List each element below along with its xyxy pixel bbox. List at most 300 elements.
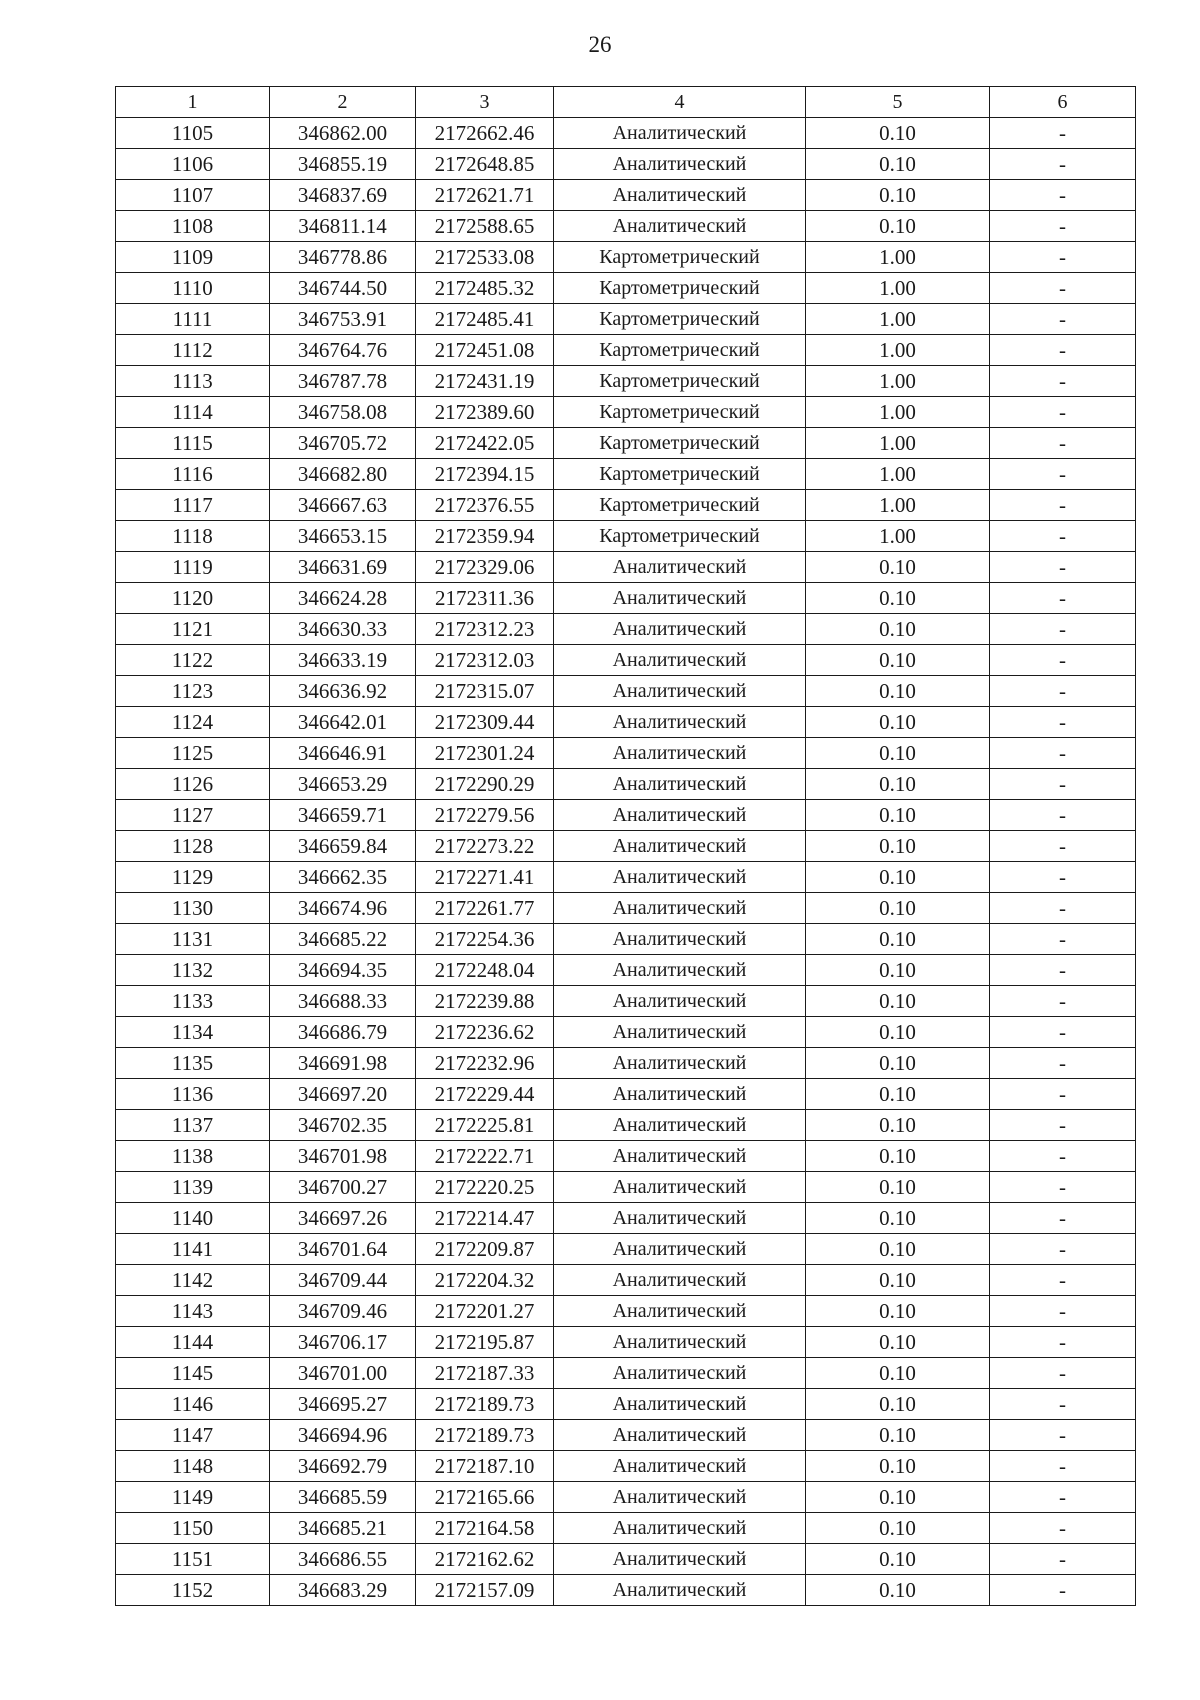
- y-coordinate-cell: 2172232.96: [416, 1048, 554, 1079]
- y-coordinate-cell: 2172329.06: [416, 552, 554, 583]
- note-cell: -: [990, 893, 1136, 924]
- accuracy-cell: 0.10: [806, 1048, 990, 1079]
- table-row: [116, 1172, 1136, 1203]
- y-coordinate-cell: 2172290.29: [416, 769, 554, 800]
- method-cell: Аналитический: [554, 180, 806, 211]
- header-col-3: 3: [416, 87, 554, 118]
- table-row: [116, 180, 1136, 211]
- point-number-cell: 1136: [116, 1079, 270, 1110]
- y-coordinate-cell: 2172187.33: [416, 1358, 554, 1389]
- y-coordinate-cell: 2172189.73: [416, 1389, 554, 1420]
- table-row: [116, 986, 1136, 1017]
- point-number-cell: 1135: [116, 1048, 270, 1079]
- y-coordinate-cell: 2172261.77: [416, 893, 554, 924]
- point-number-cell: 1116: [116, 459, 270, 490]
- accuracy-cell: 0.10: [806, 707, 990, 738]
- x-coordinate-cell: 346683.29: [270, 1575, 416, 1606]
- point-number-cell: 1140: [116, 1203, 270, 1234]
- note-cell: -: [990, 1172, 1136, 1203]
- point-number-cell: 1105: [116, 118, 270, 149]
- y-coordinate-cell: 2172315.07: [416, 676, 554, 707]
- method-cell: Аналитический: [554, 149, 806, 180]
- accuracy-cell: 0.10: [806, 1265, 990, 1296]
- x-coordinate-cell: 346692.79: [270, 1451, 416, 1482]
- note-cell: -: [990, 1265, 1136, 1296]
- accuracy-cell: 1.00: [806, 242, 990, 273]
- table-row: [116, 335, 1136, 366]
- method-cell: Аналитический: [554, 118, 806, 149]
- table-row: [116, 1234, 1136, 1265]
- y-coordinate-cell: 2172662.46: [416, 118, 554, 149]
- method-cell: Аналитический: [554, 211, 806, 242]
- y-coordinate-cell: 2172214.47: [416, 1203, 554, 1234]
- note-cell: -: [990, 304, 1136, 335]
- x-coordinate-cell: 346659.71: [270, 800, 416, 831]
- note-cell: -: [990, 800, 1136, 831]
- y-coordinate-cell: 2172157.09: [416, 1575, 554, 1606]
- method-cell: Аналитический: [554, 1017, 806, 1048]
- point-number-cell: 1145: [116, 1358, 270, 1389]
- note-cell: -: [990, 1017, 1136, 1048]
- x-coordinate-cell: 346837.69: [270, 180, 416, 211]
- accuracy-cell: 0.10: [806, 1296, 990, 1327]
- note-cell: -: [990, 1203, 1136, 1234]
- method-cell: Картометрический: [554, 428, 806, 459]
- y-coordinate-cell: 2172220.25: [416, 1172, 554, 1203]
- method-cell: Картометрический: [554, 366, 806, 397]
- table-row: [116, 428, 1136, 459]
- header-col-4: 4: [554, 87, 806, 118]
- accuracy-cell: 1.00: [806, 490, 990, 521]
- method-cell: Картометрический: [554, 242, 806, 273]
- method-cell: Картометрический: [554, 490, 806, 521]
- method-cell: Аналитический: [554, 552, 806, 583]
- accuracy-cell: 0.10: [806, 1234, 990, 1265]
- accuracy-cell: 0.10: [806, 893, 990, 924]
- method-cell: Аналитический: [554, 1296, 806, 1327]
- accuracy-cell: 0.10: [806, 831, 990, 862]
- accuracy-cell: 0.10: [806, 1544, 990, 1575]
- table-row: [116, 1296, 1136, 1327]
- method-cell: Аналитический: [554, 583, 806, 614]
- table-row: [116, 1420, 1136, 1451]
- x-coordinate-cell: 346694.35: [270, 955, 416, 986]
- accuracy-cell: 0.10: [806, 180, 990, 211]
- y-coordinate-cell: 2172312.03: [416, 645, 554, 676]
- accuracy-cell: 0.10: [806, 211, 990, 242]
- accuracy-cell: 0.10: [806, 986, 990, 1017]
- table-row: [116, 707, 1136, 738]
- accuracy-cell: 1.00: [806, 273, 990, 304]
- table-row: [116, 955, 1136, 986]
- table-row: [116, 1482, 1136, 1513]
- accuracy-cell: 0.10: [806, 1172, 990, 1203]
- x-coordinate-cell: 346624.28: [270, 583, 416, 614]
- point-number-cell: 1110: [116, 273, 270, 304]
- y-coordinate-cell: 2172279.56: [416, 800, 554, 831]
- y-coordinate-cell: 2172621.71: [416, 180, 554, 211]
- accuracy-cell: 1.00: [806, 366, 990, 397]
- note-cell: -: [990, 862, 1136, 893]
- x-coordinate-cell: 346667.63: [270, 490, 416, 521]
- note-cell: -: [990, 1420, 1136, 1451]
- accuracy-cell: 0.10: [806, 1389, 990, 1420]
- accuracy-cell: 0.10: [806, 149, 990, 180]
- note-cell: -: [990, 1110, 1136, 1141]
- header-row: [116, 87, 1136, 118]
- point-number-cell: 1150: [116, 1513, 270, 1544]
- method-cell: Аналитический: [554, 1079, 806, 1110]
- table-row: [116, 1079, 1136, 1110]
- table-row: [116, 583, 1136, 614]
- x-coordinate-cell: 346697.26: [270, 1203, 416, 1234]
- accuracy-cell: 0.10: [806, 118, 990, 149]
- x-coordinate-cell: 346758.08: [270, 397, 416, 428]
- point-number-cell: 1143: [116, 1296, 270, 1327]
- accuracy-cell: 0.10: [806, 955, 990, 986]
- x-coordinate-cell: 346636.92: [270, 676, 416, 707]
- note-cell: -: [990, 521, 1136, 552]
- table-row: [116, 397, 1136, 428]
- method-cell: Аналитический: [554, 1234, 806, 1265]
- table-header: [116, 87, 1136, 118]
- x-coordinate-cell: 346686.79: [270, 1017, 416, 1048]
- x-coordinate-cell: 346633.19: [270, 645, 416, 676]
- accuracy-cell: 1.00: [806, 521, 990, 552]
- accuracy-cell: 0.10: [806, 1420, 990, 1451]
- x-coordinate-cell: 346744.50: [270, 273, 416, 304]
- table-row: [116, 552, 1136, 583]
- method-cell: Аналитический: [554, 1203, 806, 1234]
- y-coordinate-cell: 2172588.65: [416, 211, 554, 242]
- point-number-cell: 1122: [116, 645, 270, 676]
- accuracy-cell: 0.10: [806, 676, 990, 707]
- table-row: [116, 149, 1136, 180]
- y-coordinate-cell: 2172189.73: [416, 1420, 554, 1451]
- table-row: [116, 862, 1136, 893]
- method-cell: Картометрический: [554, 304, 806, 335]
- header-col-6: 6: [990, 87, 1136, 118]
- note-cell: -: [990, 769, 1136, 800]
- accuracy-cell: 0.10: [806, 645, 990, 676]
- header-col-2: 2: [270, 87, 416, 118]
- y-coordinate-cell: 2172164.58: [416, 1513, 554, 1544]
- note-cell: -: [990, 211, 1136, 242]
- note-cell: -: [990, 1544, 1136, 1575]
- method-cell: Аналитический: [554, 1265, 806, 1296]
- x-coordinate-cell: 346686.55: [270, 1544, 416, 1575]
- note-cell: -: [990, 924, 1136, 955]
- table-row: [116, 800, 1136, 831]
- accuracy-cell: 0.10: [806, 1575, 990, 1606]
- point-number-cell: 1138: [116, 1141, 270, 1172]
- method-cell: Аналитический: [554, 1389, 806, 1420]
- note-cell: -: [990, 273, 1136, 304]
- method-cell: Аналитический: [554, 831, 806, 862]
- y-coordinate-cell: 2172236.62: [416, 1017, 554, 1048]
- accuracy-cell: 0.10: [806, 583, 990, 614]
- x-coordinate-cell: 346701.64: [270, 1234, 416, 1265]
- y-coordinate-cell: 2172301.24: [416, 738, 554, 769]
- x-coordinate-cell: 346688.33: [270, 986, 416, 1017]
- x-coordinate-cell: 346701.00: [270, 1358, 416, 1389]
- x-coordinate-cell: 346811.14: [270, 211, 416, 242]
- method-cell: Картометрический: [554, 273, 806, 304]
- method-cell: Картометрический: [554, 521, 806, 552]
- table-row: [116, 1327, 1136, 1358]
- note-cell: -: [990, 552, 1136, 583]
- note-cell: -: [990, 397, 1136, 428]
- x-coordinate-cell: 346787.78: [270, 366, 416, 397]
- method-cell: Аналитический: [554, 676, 806, 707]
- y-coordinate-cell: 2172254.36: [416, 924, 554, 955]
- x-coordinate-cell: 346697.20: [270, 1079, 416, 1110]
- accuracy-cell: 0.10: [806, 1110, 990, 1141]
- accuracy-cell: 0.10: [806, 862, 990, 893]
- note-cell: -: [990, 490, 1136, 521]
- x-coordinate-cell: 346862.00: [270, 118, 416, 149]
- point-number-cell: 1125: [116, 738, 270, 769]
- method-cell: Аналитический: [554, 707, 806, 738]
- method-cell: Аналитический: [554, 1513, 806, 1544]
- point-number-cell: 1114: [116, 397, 270, 428]
- point-number-cell: 1149: [116, 1482, 270, 1513]
- y-coordinate-cell: 2172376.55: [416, 490, 554, 521]
- y-coordinate-cell: 2172273.22: [416, 831, 554, 862]
- table-row: [116, 304, 1136, 335]
- note-cell: -: [990, 459, 1136, 490]
- note-cell: -: [990, 180, 1136, 211]
- note-cell: -: [990, 1327, 1136, 1358]
- accuracy-cell: 0.10: [806, 552, 990, 583]
- x-coordinate-cell: 346855.19: [270, 149, 416, 180]
- x-coordinate-cell: 346653.15: [270, 521, 416, 552]
- note-cell: -: [990, 1079, 1136, 1110]
- table-row: [116, 1048, 1136, 1079]
- x-coordinate-cell: 346630.33: [270, 614, 416, 645]
- header-col-5: 5: [806, 87, 990, 118]
- table-row: [116, 1358, 1136, 1389]
- note-cell: -: [990, 366, 1136, 397]
- point-number-cell: 1131: [116, 924, 270, 955]
- point-number-cell: 1106: [116, 149, 270, 180]
- point-number-cell: 1147: [116, 1420, 270, 1451]
- page-number: 26: [588, 32, 612, 57]
- method-cell: Аналитический: [554, 955, 806, 986]
- point-number-cell: 1108: [116, 211, 270, 242]
- table-body: [116, 118, 1136, 1606]
- x-coordinate-cell: 346705.72: [270, 428, 416, 459]
- note-cell: -: [990, 676, 1136, 707]
- point-number-cell: 1151: [116, 1544, 270, 1575]
- x-coordinate-cell: 346659.84: [270, 831, 416, 862]
- point-number-cell: 1118: [116, 521, 270, 552]
- table-row: [116, 1017, 1136, 1048]
- note-cell: -: [990, 1389, 1136, 1420]
- table-row: [116, 366, 1136, 397]
- table-row: [116, 1110, 1136, 1141]
- accuracy-cell: 0.10: [806, 1141, 990, 1172]
- x-coordinate-cell: 346778.86: [270, 242, 416, 273]
- table-row: [116, 1265, 1136, 1296]
- x-coordinate-cell: 346685.59: [270, 1482, 416, 1513]
- point-number-cell: 1111: [116, 304, 270, 335]
- point-number-cell: 1142: [116, 1265, 270, 1296]
- note-cell: -: [990, 149, 1136, 180]
- table-row: [116, 521, 1136, 552]
- table-row: [116, 1141, 1136, 1172]
- note-cell: -: [990, 1296, 1136, 1327]
- note-cell: -: [990, 614, 1136, 645]
- note-cell: -: [990, 738, 1136, 769]
- x-coordinate-cell: 346700.27: [270, 1172, 416, 1203]
- note-cell: -: [990, 645, 1136, 676]
- accuracy-cell: 0.10: [806, 1017, 990, 1048]
- y-coordinate-cell: 2172239.88: [416, 986, 554, 1017]
- x-coordinate-cell: 346685.21: [270, 1513, 416, 1544]
- accuracy-cell: 1.00: [806, 335, 990, 366]
- method-cell: Аналитический: [554, 800, 806, 831]
- x-coordinate-cell: 346642.01: [270, 707, 416, 738]
- note-cell: -: [990, 707, 1136, 738]
- x-coordinate-cell: 346764.76: [270, 335, 416, 366]
- method-cell: Аналитический: [554, 1141, 806, 1172]
- note-cell: -: [990, 1513, 1136, 1544]
- method-cell: Аналитический: [554, 769, 806, 800]
- point-number-cell: 1146: [116, 1389, 270, 1420]
- method-cell: Аналитический: [554, 614, 806, 645]
- point-number-cell: 1134: [116, 1017, 270, 1048]
- table-row: [116, 1513, 1136, 1544]
- point-number-cell: 1127: [116, 800, 270, 831]
- table-row: [116, 893, 1136, 924]
- note-cell: -: [990, 1451, 1136, 1482]
- x-coordinate-cell: 346702.35: [270, 1110, 416, 1141]
- x-coordinate-cell: 346674.96: [270, 893, 416, 924]
- note-cell: -: [990, 1575, 1136, 1606]
- table-row: [116, 1451, 1136, 1482]
- point-number-cell: 1120: [116, 583, 270, 614]
- point-number-cell: 1129: [116, 862, 270, 893]
- point-number-cell: 1119: [116, 552, 270, 583]
- method-cell: Аналитический: [554, 1327, 806, 1358]
- x-coordinate-cell: 346691.98: [270, 1048, 416, 1079]
- point-number-cell: 1141: [116, 1234, 270, 1265]
- method-cell: Аналитический: [554, 986, 806, 1017]
- note-cell: -: [990, 1141, 1136, 1172]
- table-row: [116, 738, 1136, 769]
- accuracy-cell: 0.10: [806, 1327, 990, 1358]
- header-col-1: 1: [116, 87, 270, 118]
- method-cell: Аналитический: [554, 1482, 806, 1513]
- point-number-cell: 1144: [116, 1327, 270, 1358]
- point-number-cell: 1130: [116, 893, 270, 924]
- accuracy-cell: 0.10: [806, 924, 990, 955]
- x-coordinate-cell: 346694.96: [270, 1420, 416, 1451]
- point-number-cell: 1123: [116, 676, 270, 707]
- accuracy-cell: 0.10: [806, 1203, 990, 1234]
- table-row: [116, 1203, 1136, 1234]
- method-cell: Аналитический: [554, 1451, 806, 1482]
- table-row: [116, 211, 1136, 242]
- method-cell: Аналитический: [554, 1358, 806, 1389]
- accuracy-cell: 0.10: [806, 1482, 990, 1513]
- y-coordinate-cell: 2172209.87: [416, 1234, 554, 1265]
- point-number-cell: 1109: [116, 242, 270, 273]
- accuracy-cell: 0.10: [806, 1358, 990, 1389]
- note-cell: -: [990, 831, 1136, 862]
- point-number-cell: 1115: [116, 428, 270, 459]
- method-cell: Аналитический: [554, 924, 806, 955]
- y-coordinate-cell: 2172165.66: [416, 1482, 554, 1513]
- y-coordinate-cell: 2172422.05: [416, 428, 554, 459]
- method-cell: Аналитический: [554, 1110, 806, 1141]
- method-cell: Аналитический: [554, 1575, 806, 1606]
- y-coordinate-cell: 2172485.41: [416, 304, 554, 335]
- x-coordinate-cell: 346646.91: [270, 738, 416, 769]
- accuracy-cell: 0.10: [806, 614, 990, 645]
- note-cell: -: [990, 1234, 1136, 1265]
- table-row: [116, 1575, 1136, 1606]
- point-number-cell: 1132: [116, 955, 270, 986]
- y-coordinate-cell: 2172204.32: [416, 1265, 554, 1296]
- x-coordinate-cell: 346706.17: [270, 1327, 416, 1358]
- point-number-cell: 1137: [116, 1110, 270, 1141]
- x-coordinate-cell: 346753.91: [270, 304, 416, 335]
- point-number-cell: 1148: [116, 1451, 270, 1482]
- y-coordinate-cell: 2172312.23: [416, 614, 554, 645]
- method-cell: Аналитический: [554, 1048, 806, 1079]
- x-coordinate-cell: 346709.46: [270, 1296, 416, 1327]
- x-coordinate-cell: 346662.35: [270, 862, 416, 893]
- y-coordinate-cell: 2172451.08: [416, 335, 554, 366]
- x-coordinate-cell: 346701.98: [270, 1141, 416, 1172]
- table-row: [116, 490, 1136, 521]
- method-cell: Картометрический: [554, 459, 806, 490]
- x-coordinate-cell: 346695.27: [270, 1389, 416, 1420]
- accuracy-cell: 0.10: [806, 1513, 990, 1544]
- point-number-cell: 1139: [116, 1172, 270, 1203]
- note-cell: -: [990, 1358, 1136, 1389]
- point-number-cell: 1112: [116, 335, 270, 366]
- table-row: [116, 831, 1136, 862]
- method-cell: Аналитический: [554, 862, 806, 893]
- y-coordinate-cell: 2172389.60: [416, 397, 554, 428]
- note-cell: -: [990, 335, 1136, 366]
- accuracy-cell: 1.00: [806, 459, 990, 490]
- point-number-cell: 1124: [116, 707, 270, 738]
- note-cell: -: [990, 583, 1136, 614]
- method-cell: Картометрический: [554, 397, 806, 428]
- accuracy-cell: 0.10: [806, 769, 990, 800]
- table-row: [116, 924, 1136, 955]
- method-cell: Аналитический: [554, 1544, 806, 1575]
- y-coordinate-cell: 2172229.44: [416, 1079, 554, 1110]
- table-row: [116, 1389, 1136, 1420]
- note-cell: -: [990, 986, 1136, 1017]
- accuracy-cell: 0.10: [806, 1451, 990, 1482]
- point-number-cell: 1133: [116, 986, 270, 1017]
- accuracy-cell: 0.10: [806, 738, 990, 769]
- point-number-cell: 1126: [116, 769, 270, 800]
- x-coordinate-cell: 346631.69: [270, 552, 416, 583]
- accuracy-cell: 1.00: [806, 397, 990, 428]
- note-cell: -: [990, 242, 1136, 273]
- method-cell: Аналитический: [554, 1172, 806, 1203]
- y-coordinate-cell: 2172309.44: [416, 707, 554, 738]
- method-cell: Аналитический: [554, 893, 806, 924]
- note-cell: -: [990, 955, 1136, 986]
